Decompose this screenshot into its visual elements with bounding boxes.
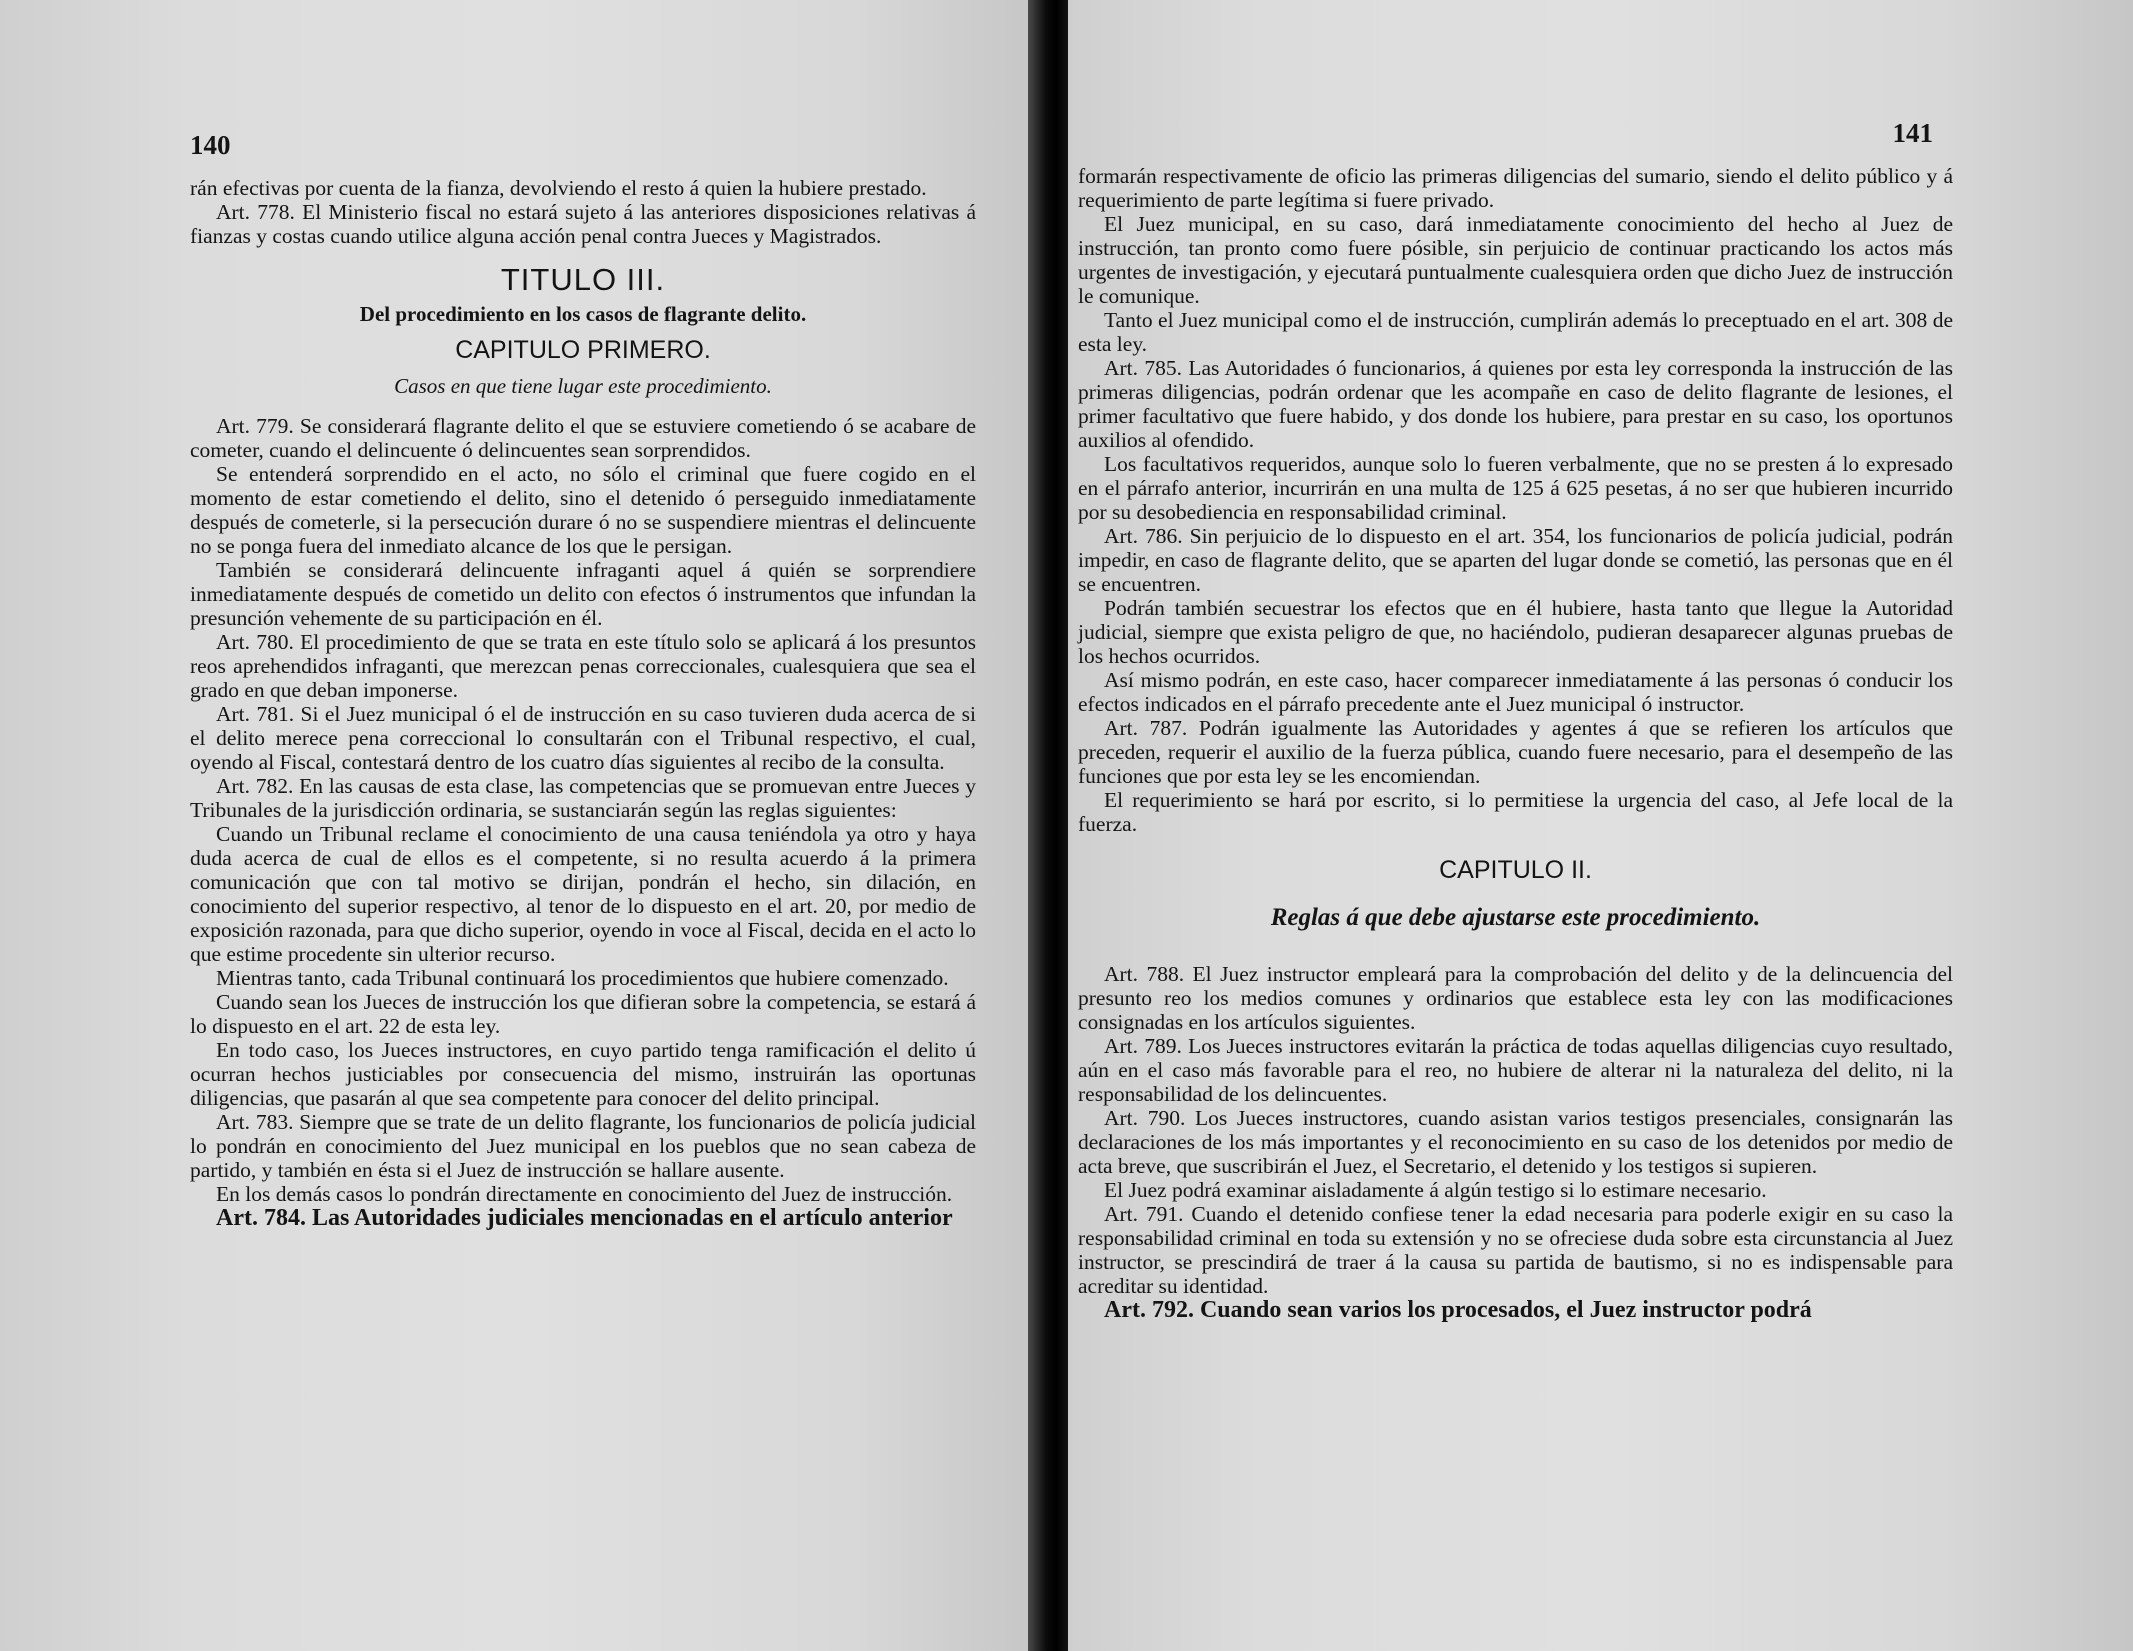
paragraph: Cuando un Tribunal reclame el conocimiento de una causa teniéndola ya otro y haya duda acerca de cual de ellos es el competente, si no resulta acuerdo á la primera comunicación que con tal motivo se dirijan, pondrán el hecho, sin dilación, en conocimiento del superior respectivo, al tenor de lo dispuesto en el art. 20, por medio de exposición razonada, para que dicho superior, oyendo in voce al Fiscal, decida en el acto lo que estime procedente sin ulterior recurso. <box>190 822 976 966</box>
left-page <box>0 0 1040 1651</box>
article-788: Art. 788. El Juez instructor empleará para la comprobación del delito y de la delincuencia del presunto reo los medios comunes y ordinarios que establece esta ley con las modificaciones consignadas en los artículos siguientes. <box>1078 962 1953 1034</box>
page-number: 141 <box>1892 118 1933 148</box>
chapter-heading: CAPITULO PRIMERO. <box>455 336 711 364</box>
chapter-subheading: Reglas á que debe ajustarse este procedimiento. <box>1270 904 1761 931</box>
title-heading: TITULO III. <box>500 262 666 297</box>
paragraph: Cuando sean los Jueces de instrucción los que difieran sobre la competencia, se estará á lo dispuesto en el art. 22 de esta ley. <box>190 990 976 1038</box>
page-number: 140 <box>190 130 231 160</box>
paragraph: El Juez podrá examinar aisladamente á algún testigo si lo estimare necesario. <box>1104 1178 1767 1202</box>
article-780: Art. 780. El procedimiento de que se trata en este título solo se aplicará á los presuntos reos aprehendidos infraganti, que merezcan penas correccionales, cualesquiera que sea el grado en que deban imponerse. <box>190 630 976 702</box>
paragraph: Podrán también secuestrar los efectos que en él hubiere, hasta tanto que llegue la Autoridad judicial, siempre que exista peligro de que, no haciéndolo, pudieran desaparecer algunas pruebas de los hechos ocurridos. <box>1078 596 1953 668</box>
article-785: Art. 785. Las Autoridades ó funcionarios, á quienes por esta ley corresponda la instrucción de las primeras diligencias, podrán ordenar que les acompañe en caso de delito flagrante de lesiones, el primer facultativo que fuere habido, y dos donde los hubiere, para prestar en su caso, los oportunos auxilios al ofendido. <box>1078 356 1953 452</box>
article-781: Art. 781. Si el Juez municipal ó el de instrucción en su caso tuvieren duda acerca de si el delito merece pena correccional lo consultarán con el Tribunal respectivo, el cual, oyendo al Fiscal, contestará dentro de los cuatro días siguientes al recibo de la consulta. <box>190 702 976 774</box>
right-page-text <box>1078 164 1953 1322</box>
article-790: Art. 790. Los Jueces instructores, cuando asistan varios testigos presenciales, consignarán las declaraciones de los más importantes y el reconocimiento en su caso de los detenidos por medio de acta breve, que suscribirán el Juez, el Secretario, el detenido y los testigos si supieren. <box>1078 1106 1953 1178</box>
paragraph: En todo caso, los Jueces instructores, en cuyo partido tenga ramificación el delito ú ocurran hechos justiciables por consecuencia del mismo, instruirán las oportunas diligencias, que pasarán al que sea competente para conocer del delito principal. <box>190 1038 976 1110</box>
article-784: Art. 784. Las Autoridades judiciales mencionadas en el artículo anterior <box>216 1205 953 1231</box>
paragraph: El Juez municipal, en su caso, dará inmediatamente conocimiento del hecho al Juez de instrucción, tan pronto como fuere pósible, sin perjuicio de continuar practicando los actos más urgentes de investigación, y ejecutará puntualmente cualesquiera orden que dicho Juez de instrucción le comunique. <box>1078 212 1953 308</box>
paragraph: También se considerará delincuente infraganti aquel á quién se sorprendiere inmediatamente después de cometido un delito con efectos ó instrumentos que infundan la presunción vehemente de su participación en él. <box>190 558 976 630</box>
chapter-heading: CAPITULO II. <box>1439 856 1592 884</box>
paragraph: En los demás casos lo pondrán directamente en conocimiento del Juez de instrucción. <box>216 1182 953 1206</box>
article-779: Art. 779. Se considerará flagrante delito el que se estuviere cometiendo ó se acabare de cometer, cuando el delincuente ó delincuentes sean sorprendidos. <box>190 414 976 462</box>
paragraph: Así mismo podrán, en este caso, hacer comparecer inmediatamente á las personas ó conducir los efectos indicados en el párrafo precedente ante el Juez municipal ó instructor. <box>1078 668 1953 716</box>
article-783: Art. 783. Siempre que se trate de un delito flagrante, los funcionarios de policía judicial lo pondrán en conocimiento del Juez municipal en los pueblos que no sean cabeza de partido, y también en ésta si el Juez de instrucción se hallare ausente. <box>190 1110 976 1182</box>
paragraph: formarán respectivamente de oficio las primeras diligencias del sumario, siendo el delito público y á requerimiento de parte legítima si fuere privado. <box>1078 164 1953 212</box>
article-792: Art. 792. Cuando sean varios los procesados, el Juez instructor podrá <box>1104 1297 1812 1323</box>
article-786: Art. 786. Sin perjuicio de lo dispuesto en el art. 354, los funcionarios de policía judicial, podrán impedir, en caso de flagrante delito, que se aparten del lugar donde se cometió, las personas que en él se encuentren. <box>1078 524 1953 596</box>
chapter-subheading: Casos en que tiene lugar este procedimiento. <box>394 374 772 398</box>
paragraph: Tanto el Juez municipal como el de instrucción, cumplirán además lo preceptuado en el art. 308 de esta ley. <box>1078 308 1953 356</box>
paragraph: Se entenderá sorprendido en el acto, no sólo el criminal que fuere cogido en el momento de estar cometiendo el delito, sino el detenido ó perseguido inmediatamente después de cometerle, si la persecución durare ó no se suspendiere mientras el delincuente no se ponga fuera del inmediato alcance de los que le persigan. <box>190 462 976 558</box>
article-787: Art. 787. Podrán igualmente las Autoridades y agentes á que se refieren los artículos que preceden, requerir el auxilio de la fuerza pública, cuando fuere necesario, para el desempeño de las funciones que por esta ley se les encomiendan. <box>1078 716 1953 788</box>
paragraph: rán efectivas por cuenta de la fianza, devolviendo el resto á quien la hubiere prestado. <box>190 176 927 200</box>
paragraph: Los facultativos requeridos, aunque solo lo fueren verbalmente, que no se presten á lo expresado en el párrafo anterior, incurrirán en una multa de 125 á 625 pesetas, á no ser que hubieren incurrido por su desobediencia en responsabilidad criminal. <box>1078 452 1953 524</box>
right-page <box>1068 0 2133 1651</box>
paragraph: Mientras tanto, cada Tribunal continuará los procedimientos que hubiere comenzado. <box>216 966 949 990</box>
article-778: Art. 778. El Ministerio fiscal no estará sujeto á las anteriores disposiciones relativas á fianzas y costas cuando utilice alguna acción penal contra Jueces y Magistrados. <box>190 200 976 248</box>
title-subheading: Del procedimiento en los casos de flagrante delito. <box>359 302 807 326</box>
article-782: Art. 782. En las causas de esta clase, las competencias que se promuevan entre Jueces y Tribunales de la jurisdicción ordinaria, se sustanciarán según las reglas siguientes: <box>190 774 976 822</box>
left-page-text <box>190 176 976 1230</box>
article-789: Art. 789. Los Jueces instructores evitarán la práctica de todas aquellas diligencias cuyo resultado, aún en el caso más favorable para el reo, no hubiere de alterar ni la naturaleza del delito, ni la responsabilidad de los delincuentes. <box>1078 1034 1953 1106</box>
paragraph: El requerimiento se hará por escrito, si lo permitiese la urgencia del caso, al Jefe local de la fuerza. <box>1078 788 1953 836</box>
article-791: Art. 791. Cuando el detenido confiese tener la edad necesaria para poderle exigir en su caso la responsabilidad criminal en toda su extensión y no se ofreciese duda sobre esta circunstancia al Juez instructor, se prescindirá de traer á la causa su partida de bautismo, si no es indispensable para acreditar su identidad. <box>1078 1202 1953 1298</box>
